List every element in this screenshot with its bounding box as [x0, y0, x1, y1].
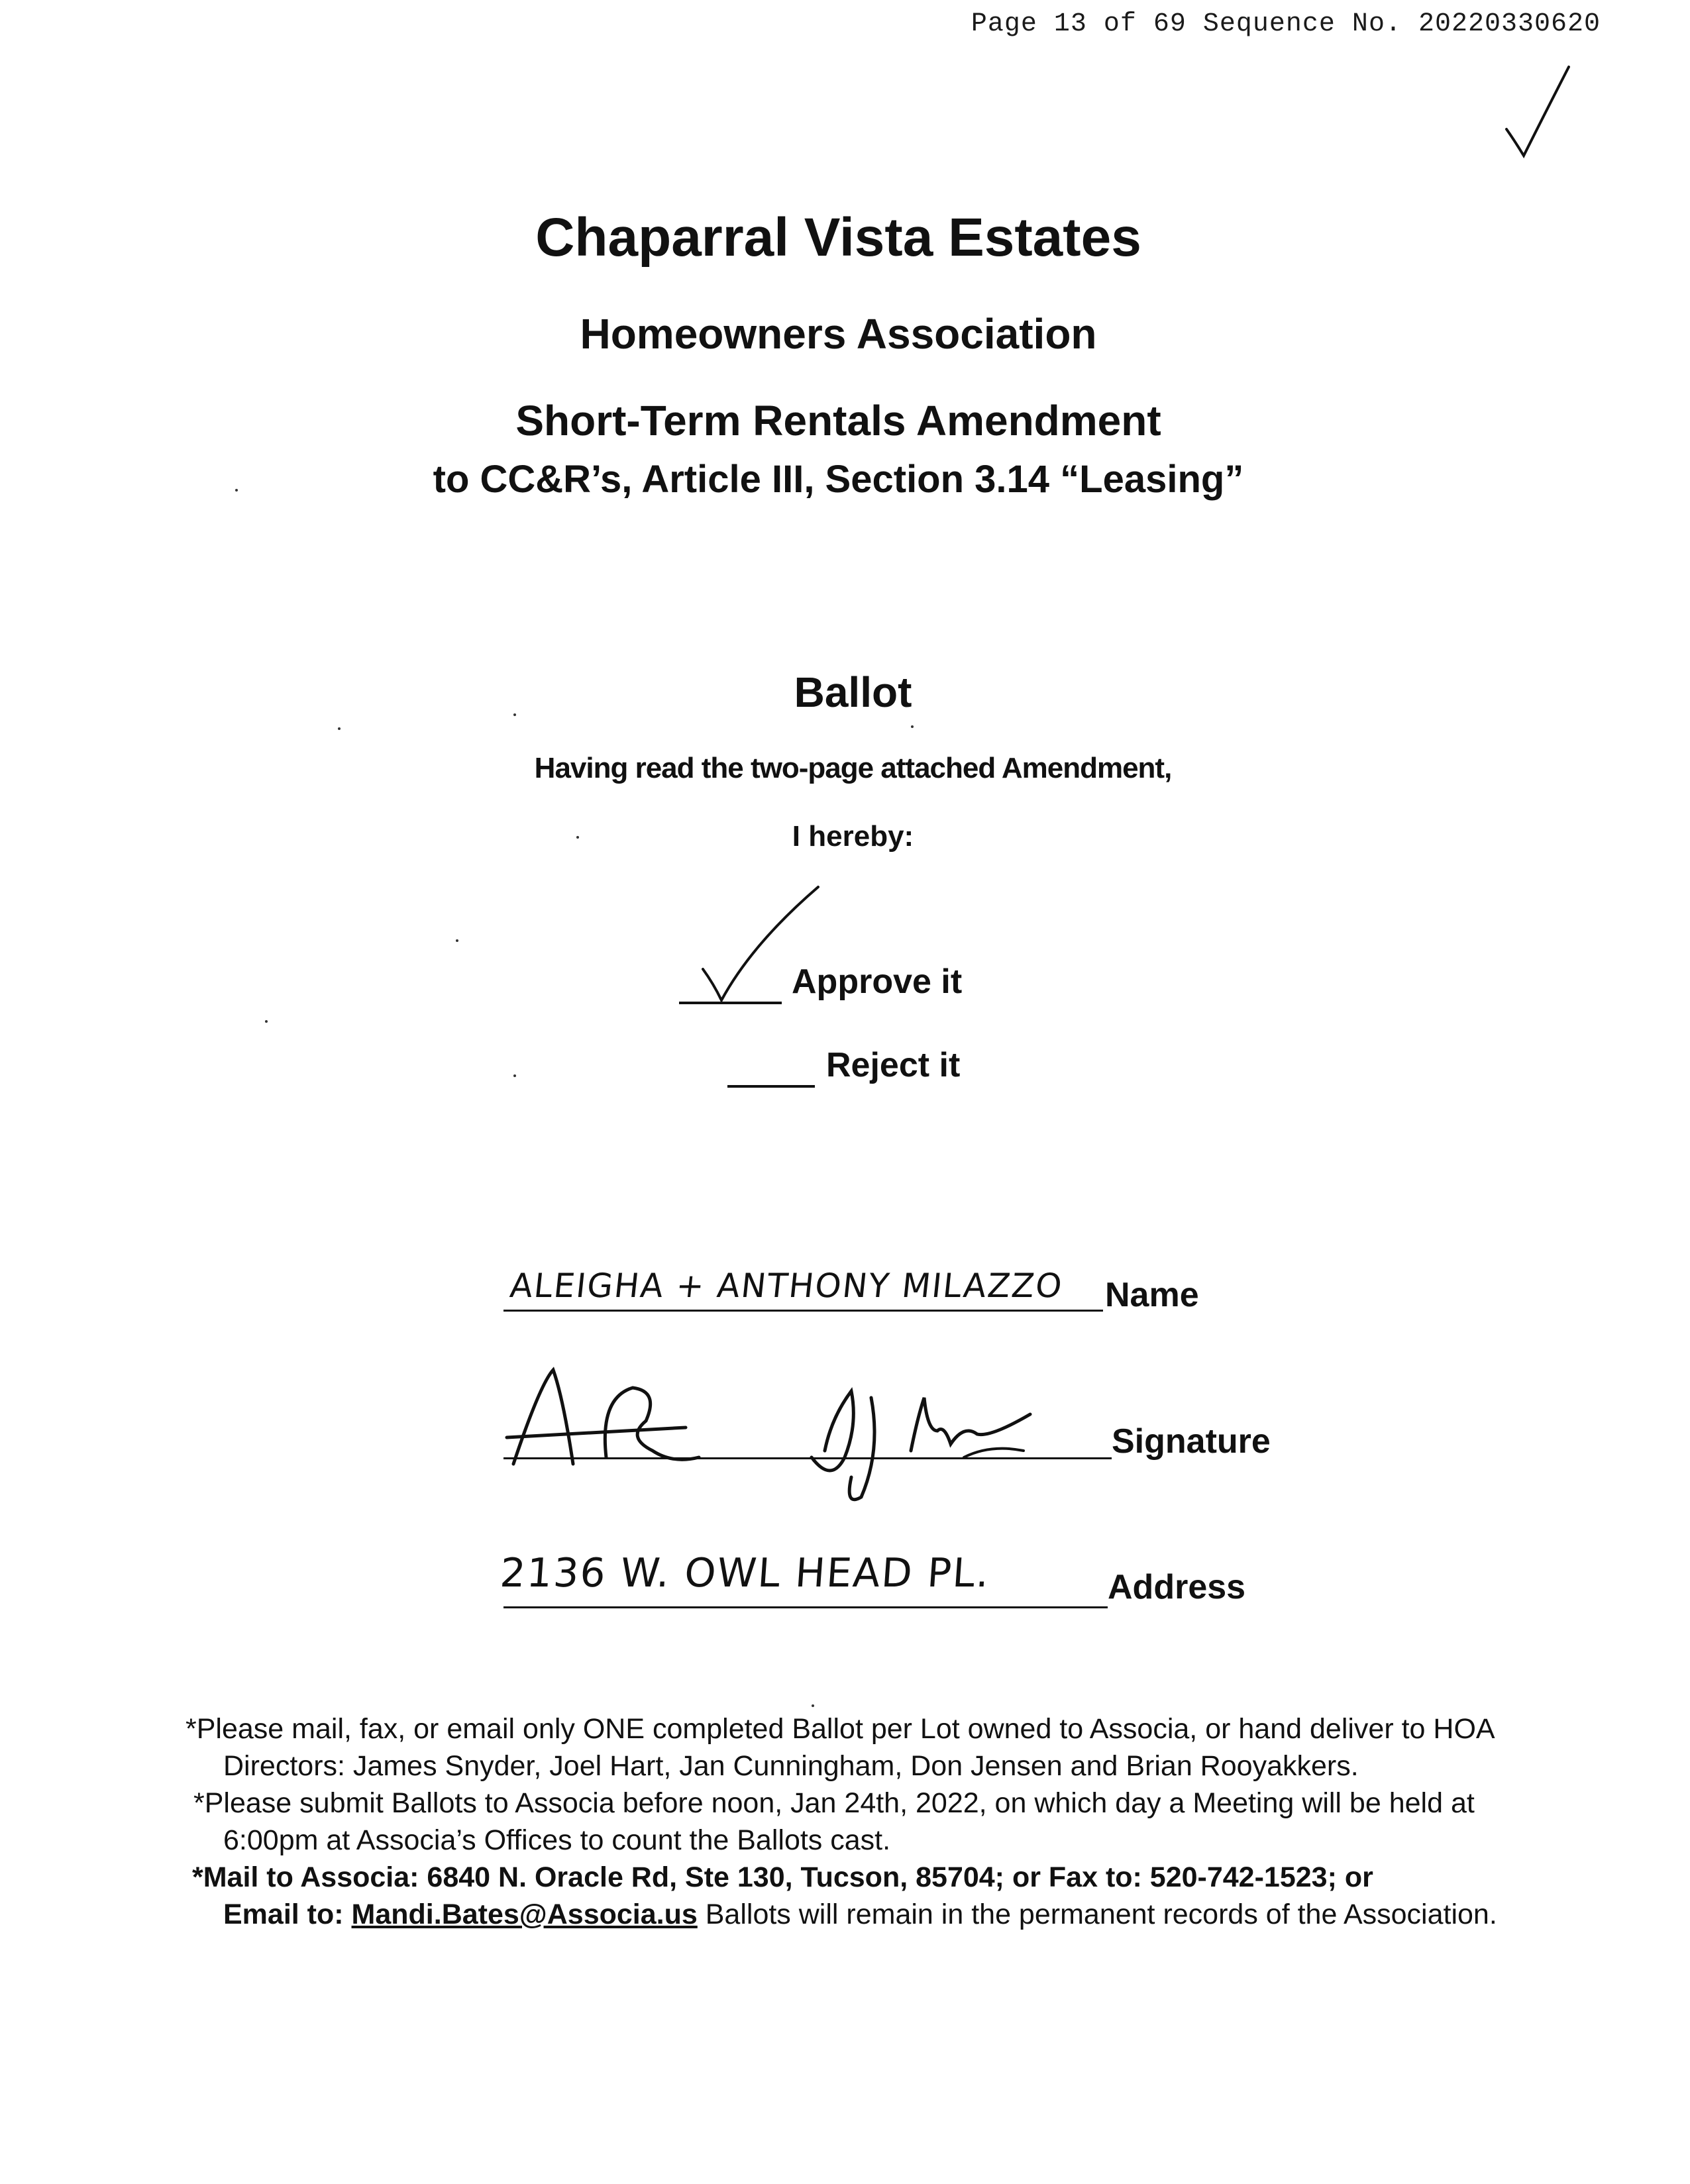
ballot-hereby: I hereby:	[792, 820, 914, 853]
amendment-title: Short-Term Rentals Amendment	[515, 397, 1161, 444]
instruction-line: *Mail to Associa: 6840 N. Oracle Rd, Ste 130, Tucson, 85704; or Fax to: 520-742-1523; or	[192, 1861, 1373, 1893]
name-line	[503, 1310, 1103, 1312]
address-label: Address	[1108, 1568, 1246, 1606]
instruction-line: 6:00pm at Associa’s Offices to count the Ballots cast.	[223, 1824, 891, 1856]
approve-label: Approve it	[792, 962, 963, 1001]
scan-speck	[576, 836, 579, 839]
name-handwritten-value: ALEIGHA + ANTHONY MILAZZO	[507, 1267, 1065, 1305]
scan-speck	[338, 727, 341, 730]
address-line	[503, 1606, 1108, 1608]
scan-speck	[513, 1074, 516, 1077]
reject-label: Reject it	[826, 1046, 961, 1084]
scan-speck	[911, 725, 914, 728]
scan-speck	[456, 939, 458, 942]
page-sequence-header: Page 13 of 69 Sequence No. 20220330620	[971, 9, 1601, 39]
ballot-heading: Ballot	[794, 668, 912, 716]
scan-speck	[812, 1704, 814, 1707]
ballot-instructions	[185, 1710, 1524, 1933]
records-note: Ballots will remain in the permanent records of the Association.	[697, 1898, 1497, 1930]
scan-speck	[235, 489, 238, 492]
association-type: Homeowners Association	[580, 310, 1097, 358]
address-handwritten-value: 2136 W. OWL HEAD PL.	[498, 1550, 992, 1596]
email-link[interactable]: Mandi.Bates@Associa.us	[351, 1898, 698, 1930]
signature-image	[500, 1358, 1077, 1510]
review-checkmark-icon	[1504, 63, 1583, 162]
signature-line	[503, 1457, 1112, 1459]
amendment-reference: to CC&R’s, Article III, Section 3.14 “Leasing”	[433, 458, 1244, 501]
instruction-line-email	[185, 1896, 1524, 1933]
name-label: Name	[1105, 1276, 1199, 1314]
instruction-line: Directors: James Snyder, Joel Hart, Jan Cunningham, Don Jensen and Brian Rooyakkers.	[223, 1750, 1359, 1782]
scan-speck	[265, 1020, 268, 1023]
scan-speck	[513, 713, 516, 716]
instruction-line: *Please submit Ballots to Associa before noon, Jan 24th, 2022, on which day a Meeting will be held at	[193, 1787, 1475, 1819]
instruction-line: *Please mail, fax, or email only ONE completed Ballot per Lot owned to Associa, or hand deliver to HOA	[185, 1713, 1495, 1745]
signature-label: Signature	[1112, 1422, 1271, 1461]
email-prefix: Email to:	[223, 1898, 352, 1930]
association-name: Chaparral Vista Estates	[535, 207, 1141, 268]
reject-blank[interactable]	[727, 1085, 815, 1088]
ballot-intro: Having read the two-page attached Amendment,	[534, 752, 1172, 784]
